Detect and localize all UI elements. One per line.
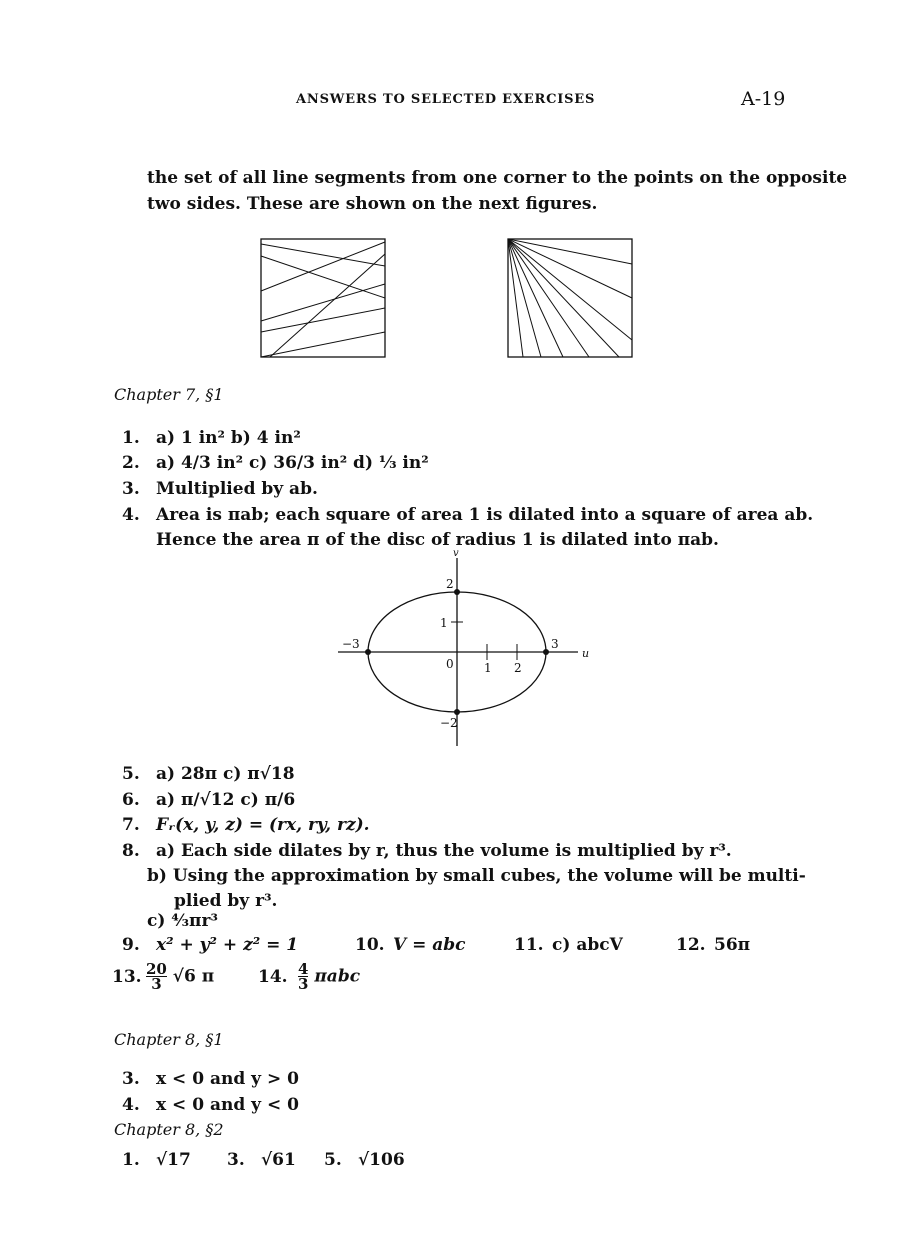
answer-7-1-8: 8. a) Each side dilates by r, thus the volume is multiplied by r³. xyxy=(122,841,732,861)
answer-7-1-4-line-2: Hence the area π of the disc of radius 1 is dilated into πab. xyxy=(156,530,719,550)
answer-7-1-13: 13. $\frac{20}{3}$ √6 π xyxy=(112,960,215,993)
label-u-neg3: −3 xyxy=(342,637,360,651)
answer-7-1-12: 12. 56π xyxy=(676,935,751,955)
figure-segments-opposite-sides xyxy=(258,236,388,360)
answer-8-2-5: 5. √106 xyxy=(324,1150,405,1170)
fraction-4-3: $\frac{4}{3}$ xyxy=(298,960,309,993)
figure-square-right xyxy=(508,239,632,357)
answer-7-1-3: 3. Multiplied by ab. xyxy=(122,479,318,499)
label-u-3: 3 xyxy=(551,637,559,651)
answer-7-1-9: 9. x² + y² + z² = 1 xyxy=(122,935,299,955)
answer-7-1-5: 5. a) 28π c) π√18 xyxy=(122,764,295,784)
answer-8-2-1: 1. √17 xyxy=(122,1150,191,1170)
chapter-8-section-1-heading: Chapter 8, §1 xyxy=(114,1030,224,1049)
segment xyxy=(261,242,385,291)
segment xyxy=(270,254,385,357)
answer-7-1-8-b-cont: plied by r³. xyxy=(174,891,278,911)
segment xyxy=(261,332,385,357)
chapter-7-section-1-heading: Chapter 7, §1 xyxy=(114,385,224,404)
label-v-2: 2 xyxy=(446,577,454,591)
point-left xyxy=(365,649,371,655)
answer-7-1-11: 11. c) abcV xyxy=(514,935,623,955)
point-top xyxy=(454,589,460,595)
answer-7-1-7: 7. Fᵣ(x, y, z) = (rx, ry, rz). xyxy=(122,815,370,835)
ellipse-graph xyxy=(330,548,610,748)
point-right xyxy=(543,649,549,655)
segment xyxy=(261,308,385,332)
segment xyxy=(261,284,385,321)
fraction-20-3: $\frac{20}{3}$ xyxy=(146,960,167,993)
running-header-title: ANSWERS TO SELECTED EXERCISES xyxy=(296,92,596,107)
label-u-2: 2 xyxy=(514,661,522,675)
label-origin: 0 xyxy=(446,657,454,671)
answer-7-1-6: 6. a) π/√12 c) π/6 xyxy=(122,790,296,810)
answer-8-2-3: 3. √61 xyxy=(227,1150,296,1170)
intro-paragraph xyxy=(147,165,848,217)
point-bottom xyxy=(454,709,460,715)
label-v-1: 1 xyxy=(440,616,448,630)
chapter-8-section-2-heading: Chapter 8, §2 xyxy=(114,1120,224,1139)
answer-8-1-3: 3. x < 0 and y > 0 xyxy=(122,1069,299,1089)
ray xyxy=(508,239,632,264)
answer-7-1-4: 4. Area is πab; each square of area 1 is dilated into a square of area ab. xyxy=(122,505,814,525)
axis-label-u: u xyxy=(582,647,590,660)
answer-7-1-10: 10. V = abc xyxy=(355,935,466,955)
intro-line-2: two sides. These are shown on the next figures. xyxy=(147,194,598,214)
answer-7-1-8-b: b) Using the approximation by small cubes, the volume will be multi- xyxy=(147,866,806,886)
intro-line-1: the set of all line segments from one corner to the points on the opposite xyxy=(147,168,848,188)
axis-label-v: v xyxy=(453,548,459,559)
figure-square-left xyxy=(261,239,385,357)
answer-7-1-8-c: c) ⁴⁄₃πr³ xyxy=(147,911,218,931)
answer-7-1-2: 2. a) 4/3 in² c) 36/3 in² d) ⅓ in² xyxy=(122,453,429,473)
ray xyxy=(508,239,589,357)
ray xyxy=(508,239,563,357)
page-number: A-19 xyxy=(741,88,786,110)
label-v-neg2: −2 xyxy=(440,716,458,730)
label-u-1: 1 xyxy=(484,661,492,675)
answer-8-1-4: 4. x < 0 and y < 0 xyxy=(122,1095,299,1115)
answer-7-1-1: 1. a) 1 in² b) 4 in² xyxy=(122,428,301,448)
figure-segments-from-corner xyxy=(505,236,635,360)
answer-7-1-14: 14. $\frac{4}{3}$ πabc xyxy=(258,960,361,993)
